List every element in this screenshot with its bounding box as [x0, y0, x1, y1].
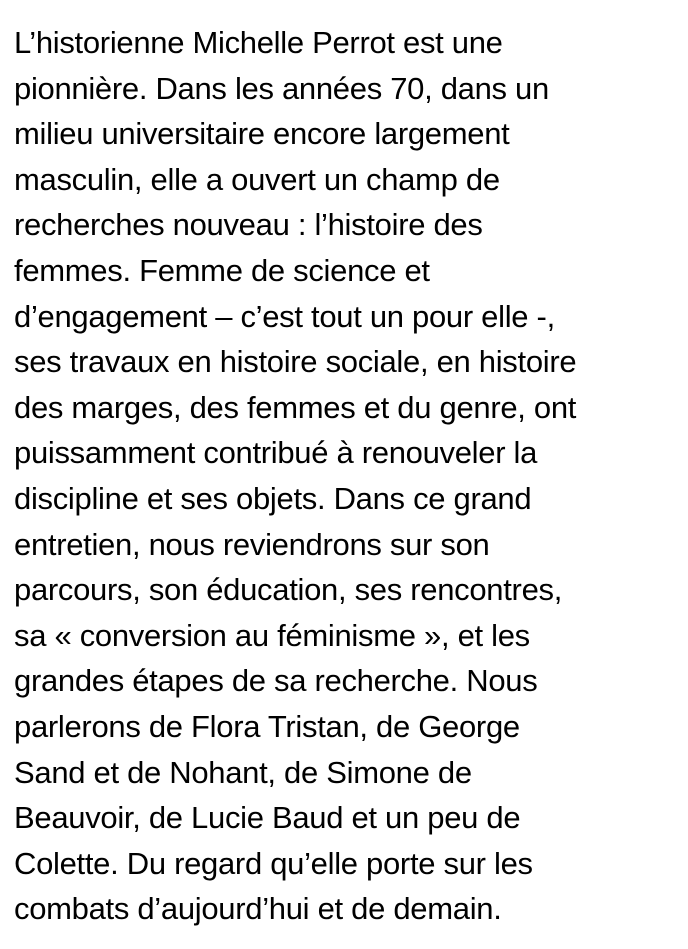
paragraph-line: combats d’aujourd’hui et de demain.: [14, 891, 502, 927]
paragraph-line: milieu universitaire encore largement: [14, 116, 510, 152]
paragraph-line: grandes étapes de sa recherche. Nous: [14, 663, 538, 699]
paragraph-line: discipline et ses objets. Dans ce grand: [14, 480, 532, 516]
description-paragraph: [14, 20, 684, 932]
paragraph-line: Sand et de Nohant, de Simone de: [14, 754, 472, 790]
paragraph-line: ses travaux en histoire sociale, en histoire: [14, 344, 577, 380]
paragraph-line: parcours, son éducation, ses rencontres,: [14, 572, 563, 608]
paragraph-line: puissamment contribué à renouveler la: [14, 435, 538, 471]
paragraph-line: entretien, nous reviendrons sur son: [14, 526, 490, 562]
paragraph-line: sa « conversion au féminisme », et les: [14, 617, 530, 653]
paragraph-line: L’historienne Michelle Perrot est une: [14, 25, 503, 60]
paragraph-line: pionnière. Dans les années 70, dans un: [14, 70, 549, 106]
paragraph-line: des marges, des femmes et du genre, ont: [14, 389, 577, 425]
paragraph-line: d’engagement – c’est tout un pour elle -,: [14, 298, 555, 334]
paragraph-line: parlerons de Flora Tristan, de George: [14, 708, 520, 744]
paragraph-line: Colette. Du regard qu’elle porte sur les: [14, 845, 533, 881]
paragraph-line: masculin, elle a ouvert un champ de: [14, 161, 500, 197]
paragraph-line: recherches nouveau : l’histoire des: [14, 207, 483, 243]
paragraph-line: femmes. Femme de science et: [14, 252, 430, 288]
paragraph-line: Beauvoir, de Lucie Baud et un peu de: [14, 800, 521, 836]
